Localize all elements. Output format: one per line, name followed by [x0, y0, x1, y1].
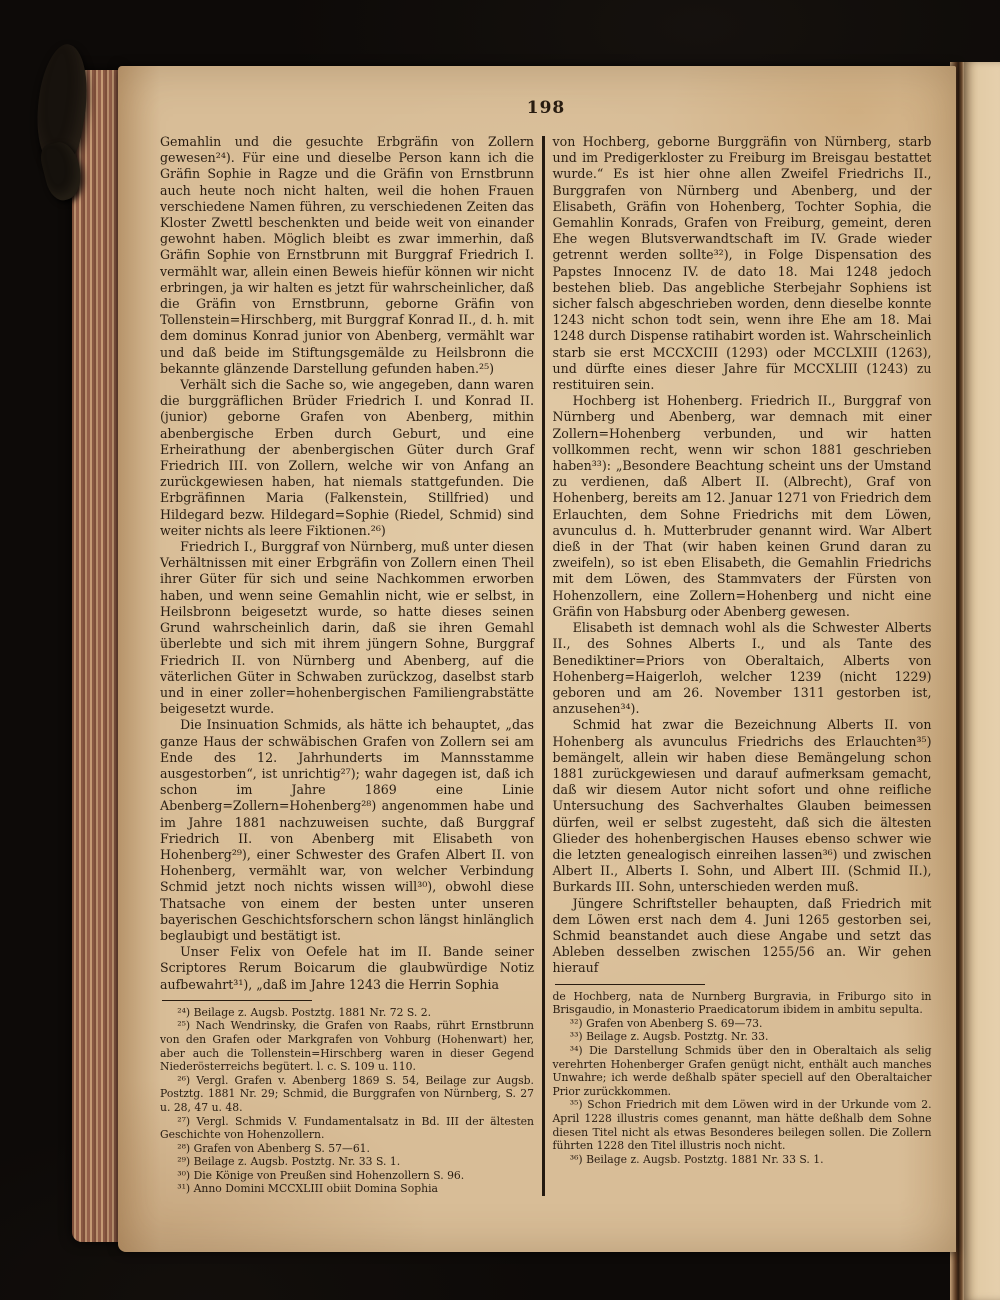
body-paragraph: Die Insinuation Schmids, als hätte ich behauptet, „das ganze Haus der schwäbischen Grafen von Zollern sei am Ende des 12. Jahrhunderts im Mannsstamme ausgestorben“, ist unrichtig²⁷); wahr dagegen ist, daß ich schon im Jahre 1869 eine Linie Abenberg=Zollern=Hohenberg²⁸) angenommen habe und im Jahre 1881 nachzuweisen suchte, daß Burggraf Friedrich II. von Abenberg mit Elisabeth von Hohenberg²⁹), einer Schwester des Grafen Albert II. von Hohenberg, vermählt war, von welcher Verbindung Schmid jetzt noch nichts wissen will³⁰), obwohl diese Thatsache von einem der besten unter unseren bayerischen Geschichtsforschern schon längst hinlänglich beglaubigt und bestätigt ist.: [160, 717, 534, 943]
footnote: ³¹) Anno Domini MCCXLIII obiit Domina Sophia: [177, 1182, 438, 1196]
body-paragraph: Verhält sich die Sache so, wie angegeben, dann waren die burggräflichen Brüder Friedrich I. und Konrad II. (junior) geborne Grafen von Abenberg, mithin abenbergische Erben durch Geburt, und eine Erheirathung der abenbergischen Güter durch Graf Friedrich III. von Zollern, welche wir von Anfang an zurückgewiesen haben, hat niemals stattgefunden. Die Erbgräfinnen Maria (Falkenstein, Stillfried) und Hildegard bezw. Hildegard=Sophie (Riedel, Schmid) sind weiter nichts als leere Fiktionen.²⁶): [160, 377, 534, 538]
footnote: ³⁰) Die Könige von Preußen sind Hohenzollern S. 96.: [177, 1168, 465, 1182]
body-paragraph: Jüngere Schriftsteller behaupten, daß Friedrich mit dem Löwen erst nach dem 4. Juni 1265 gestorben sei, Schmid beanstandet auch diese Angabe und setzt das Ableben desselben zwischen 1255/56 an. Wir gehen hierauf: [552, 895, 932, 976]
footnote: ²⁴) Beilage z. Augsb. Postztg. 1881 Nr. 72 S. 2.: [177, 1005, 432, 1019]
footnote: ³³) Beilage z. Augsb. Postztg. Nr. 33.: [569, 1030, 769, 1044]
right-column: [553, 134, 932, 1196]
footnote: ³²) Grafen von Abenberg S. 69—73.: [569, 1016, 763, 1030]
footnote: ³⁵) Schon Friedrich mit dem Löwen wird in der Urkunde vom 2. April 1228 illustris comes genannt, man hätte deßhalb dem Sohne diesen Titel nicht als etwas Besonderes beilegen sollen. Die Zollern führten 1228 den Titel illustris noch nicht.: [552, 1098, 932, 1153]
footnote: ²⁹) Beilage z. Augsb. Postztg. Nr. 33 S. 1.: [177, 1155, 401, 1169]
book-page: [118, 66, 956, 1252]
body-paragraph: Hochberg ist Hohenberg. Friedrich II., Burggraf von Nürnberg und Abenberg, war demnach mit einer Zollern=Hohenberg verbunden, und wir hatten vollkommen recht, wenn wir schon 1881 geschrieben haben³³): „Besondere Beachtung scheint uns der Umstand zu verdienen, daß Albert II. (Albrecht), Graf von Hohenberg, bereits am 12. Januar 1271 von Friedrich dem Erlauchten, dem Sohne Friedrichs mit dem Löwen, avunculus d. h. Mutterbruder genannt wird. War Albert dieß in der That (wir haben keinen Grund daran zu zweifeln), so ist eben Elisabeth, die Gemahlin Friedrichs mit dem Löwen, des Stammvaters der Fürsten von Hohenzollern, eine Zollern=Hohenberg und nicht eine Gräfin von Habsburg oder Abenberg gewesen.: [552, 393, 932, 619]
left-column-text: [160, 134, 534, 993]
printed-content: [160, 98, 932, 1196]
footnote: ²⁸) Grafen von Abenberg S. 57—61.: [177, 1141, 370, 1155]
body-paragraph: Gemahlin und die gesuchte Erbgräfin von Zollern gewesen²⁴). Für eine und dieselbe Person kann ich die Gräfin Sophie in Ragze und die Gräfin von Ernstbrunn auch heute noch nicht halten, weil die hohen Frauen verschiedene Namen führen, zu verschiedenen Zeiten das Kloster Zwettl beschenkten und beide weit von einander gewohnt haben. Möglich bleibt es zwar immerhin, daß Gräfin Sophie von Ernstbrunn mit Burggraf Friedrich I. vermählt war, allein einen Beweis hiefür können wir nicht erbringen, ja wir halten es jetzt für wahrscheinlicher, daß die Gräfin von Ernstbrunn, geborne Gräfin von Tollenstein=Hirschberg, mit Burggraf Konrad II., d. h. mit dem dominus Konrad junior von Abenberg, vermählt war und daß beide im Stiftungsgemälde zu Heilsbronn die bekannte glänzende Darstellung gefunden haben.²⁵): [160, 134, 534, 376]
right-footnotes: [553, 990, 932, 1167]
body-paragraph: Schmid hat zwar die Bezeichnung Alberts II. von Hohenberg als avunculus Friedrichs des Erlauchten³⁵) bemängelt, allein wir haben diese Bemängelung schon 1881 zurückgewiesen und darauf aufmerksam gemacht, daß wir diesem Autor nicht sofort und ohne reifliche Untersuchung des Sachverhaltes Glauben beimessen dürfen, weil er selbst zugesteht, daß sich die ältesten Glieder des hohenbergischen Hauses ebenso schwer wie die letzten genealogisch einreihen lassen³⁶) und zwischen Albert II., Alberts I. Sohn, und Albert III. (Schmid II.), Burkards III. Sohn, unterschieden werden muß.: [552, 717, 932, 895]
left-column: [160, 134, 534, 1196]
column-divider-rule: [542, 136, 545, 1196]
footnote-continuation: de Hochberg, nata de Nurnberg Burgravia, in Friburgo sito in Brisgaudio, in Monasterio Praedicatorum ibidem in ambitu sepulta.: [552, 989, 932, 1017]
left-footnotes: [160, 1006, 534, 1196]
body-paragraph: Unser Felix von Oefele hat im II. Bande seiner Scriptores Rerum Boicarum die glaubwürdige Notiz aufbewahrt³¹), „daß im Jahre 1243 die Herrin Sophia: [160, 944, 534, 992]
body-paragraph: von Hochberg, geborne Burggräfin von Nürnberg, starb und im Predigerkloster zu Freiburg im Breisgau bestattet wurde.“ Es ist hier ohne allen Zweifel Friedrichs II., Burggrafen von Nürnberg und Abenberg, und der Elisabeth, Gräfin von Hohenberg, Tochter Sophia, die Gemahlin Konrads, Grafen von Freiburg, gemeint, deren Ehe wegen Blutsverwandtschaft im IV. Grade wieder getrennt werden sollte³²), in Folge Dispensation des Papstes Innocenz IV. de dato 18. Mai 1248 jedoch bestehen blieb. Das angebliche Sterbejahr Sophiens ist sicher falsch abgeschrieben worden, denn dieselbe konnte 1243 nicht schon todt sein, wenn ihre Ehe am 18. Mai 1248 durch Dispense ratihabirt worden ist. Wahrscheinlich starb sie erst MCCXCIII (1293) oder MCCLXIII (1263), und dürfte eines dieser Jahre für MCCXLIII (1243) zu restituiren sein.: [552, 134, 932, 393]
footnote-rule: [162, 1000, 312, 1001]
footnote: ²⁵) Nach Wendrinsky, die Grafen von Raabs, rührt Ernstbrunn von den Grafen oder Markgrafen von Vohburg (Hohenwart) her, aber auch die Tollenstein=Hirschberg waren in dieser Gegend Niederösterreichs begütert. l. c. S. 109 u. 110.: [160, 1019, 534, 1074]
page-stack-edge: [72, 70, 119, 1242]
footnote: ³⁴) Die Darstellung Schmids über den in Oberaltaich als selig verehrten Hohenberger Grafen genügt nicht, enthält auch manches Unwahre; ich werde deßhalb später speciell auf den Oberaltaicher Prior zurückkommen.: [552, 1043, 932, 1098]
text-columns: [160, 134, 932, 1196]
footnote: ³⁶) Beilage z. Augsb. Postztg. 1881 Nr. 33 S. 1.: [569, 1152, 824, 1166]
footnote: ²⁶) Vergl. Grafen v. Abenberg 1869 S. 54, Beilage zur Augsb. Postztg. 1881 Nr. 29; Schmid, die Burggrafen von Nürnberg, S. 27 u. 28, 47 u. 48.: [160, 1073, 534, 1114]
right-column-text: [553, 134, 932, 977]
footnote-rule: [555, 984, 705, 985]
body-paragraph: Elisabeth ist demnach wohl als die Schwester Alberts II., des Sohnes Alberts I., und als Tante des Benediktiner=Priors von Oberaltaich, Alberts von Hohenberg=Haigerloh, welcher 1239 (nicht 1229) geboren und am 26. November 1311 gestorben ist, anzusehen³⁴).: [552, 620, 932, 717]
page-number: 198: [526, 98, 566, 118]
footnote: ²⁷) Vergl. Schmids V. Fundamentalsatz in Bd. III der ältesten Geschichte von Hohenzollern.: [160, 1114, 534, 1142]
body-paragraph: Friedrich I., Burggraf von Nürnberg, muß unter diesen Verhältnissen mit einer Erbgräfin von Zollern einen Theil ihrer Güter für sich und seine Nachkommen erworben haben, und wenn seine Gemahlin nicht, wie er selbst, in Heilsbronn beigesetzt wurde, so hatte dieses seinen Grund wahrscheinlich darin, daß sie ihren Gemahl überlebte und sich mit ihrem jüngern Sohne, Burggraf Friedrich II. von Nürnberg und Abenberg, auf die väterlichen Güter in Schwaben zurückzog, daselbst starb und in einer zoller=hohenbergischen Familiengrabstätte beigesetzt wurde.: [160, 539, 534, 717]
facing-page-edge: [964, 62, 1000, 1300]
